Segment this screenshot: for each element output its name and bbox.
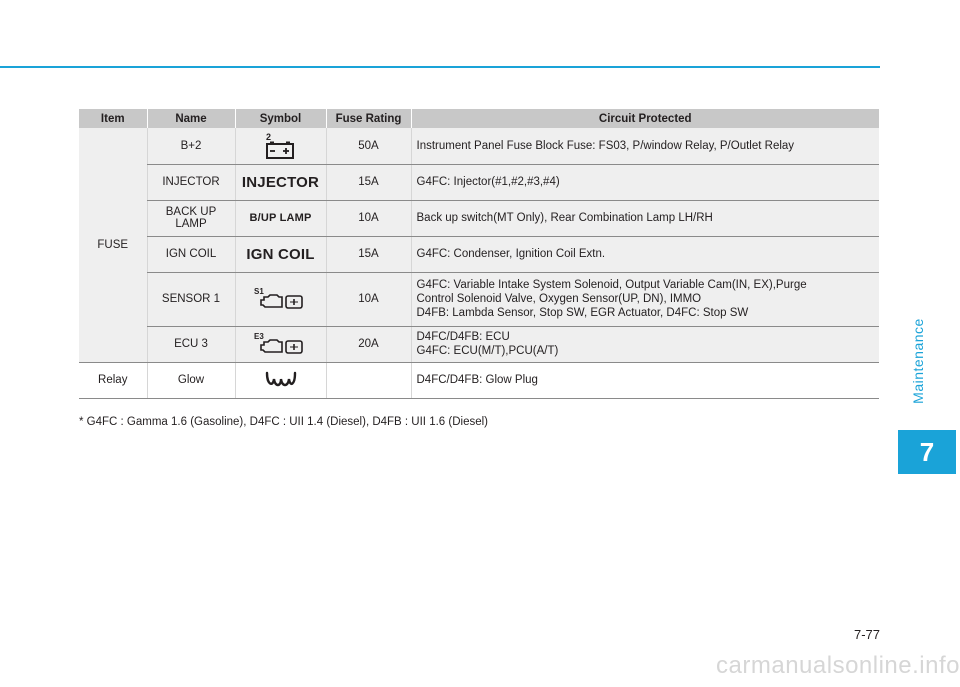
fuse-rating: 10A — [326, 200, 411, 236]
fuse-circuit: G4FC: Variable Intake System Solenoid, Output Variable Cam(IN, EX),Purge Control Solenoid Valve, Oxygen Sensor(UP, DN), IMMO D4FB: Lambda Sensor, Stop SW, EGR Actuator, D4FC: Stop SW — [411, 272, 879, 326]
fuse-name: SENSOR 1 — [147, 272, 235, 326]
fuse-circuit: Instrument Panel Fuse Block Fuse: FS03, P/window Relay, P/Outlet Relay — [411, 128, 879, 164]
table-row — [79, 236, 879, 272]
header-item: Item — [79, 109, 147, 128]
glow-plug-icon — [263, 369, 299, 391]
header-circuit-protected: Circuit Protected — [411, 109, 879, 128]
fuse-symbol — [235, 164, 326, 200]
fuse-name: IGN COIL — [147, 236, 235, 272]
fuse-circuit: G4FC: Condenser, Ignition Coil Extn. — [411, 236, 879, 272]
fuse-rating: 20A — [326, 326, 411, 362]
engine-sensor-icon — [253, 286, 309, 312]
footnote: * G4FC : Gamma 1.6 (Gasoline), D4FC : UII 1.4 (Diesel), D4FB : UII 1.6 (Diesel) — [79, 416, 488, 428]
watermark: carmanualsonline.info — [716, 652, 960, 679]
fuse-symbol — [235, 128, 326, 164]
fuse-rating: 10A — [326, 272, 411, 326]
header-fuse-rating: Fuse Rating — [326, 109, 411, 128]
fuse-rating: 15A — [326, 236, 411, 272]
fuse-symbol — [235, 200, 326, 236]
fuse-symbol — [235, 272, 326, 326]
header-name: Name — [147, 109, 235, 128]
battery-icon — [264, 131, 298, 161]
table-header-row — [79, 109, 879, 128]
table-row — [79, 200, 879, 236]
fuse-circuit: Back up switch(MT Only), Rear Combination Lamp LH/RH — [411, 200, 879, 236]
chapter-tab: 7 — [898, 430, 956, 474]
fuse-relay-table — [79, 109, 879, 399]
engine-ecu-icon — [253, 331, 309, 357]
fuse-name: BACK UP LAMP — [147, 200, 235, 236]
relay-circuit: D4FC/D4FB: Glow Plug — [411, 362, 879, 398]
relay-rating — [326, 362, 411, 398]
backup-lamp-symbol-text: B/UP LAMP — [249, 212, 312, 224]
relay-name: Glow — [147, 362, 235, 398]
ign-coil-symbol-text: IGN COIL — [246, 245, 315, 263]
section-label: Maintenance — [910, 318, 927, 404]
fuse-rating: 50A — [326, 128, 411, 164]
table-row — [79, 326, 879, 362]
injector-symbol-text: INJECTOR — [241, 173, 320, 191]
sensor-code: S1 — [253, 287, 264, 296]
battery-number: 2 — [265, 131, 271, 142]
header-symbol: Symbol — [235, 109, 326, 128]
table-row — [79, 272, 879, 326]
ecu-code: E3 — [253, 332, 264, 341]
fuse-circuit: G4FC: Injector(#1,#2,#3,#4) — [411, 164, 879, 200]
table-row — [79, 362, 879, 398]
table-row — [79, 164, 879, 200]
top-rule — [0, 66, 880, 68]
relay-symbol — [235, 362, 326, 398]
page-number: 7-77 — [853, 627, 880, 642]
fuse-name: INJECTOR — [147, 164, 235, 200]
fuse-rating: 15A — [326, 164, 411, 200]
fuse-symbol — [235, 236, 326, 272]
fuse-circuit: D4FC/D4FB: ECU G4FC: ECU(M/T),PCU(A/T) — [411, 326, 879, 362]
table-row — [79, 128, 879, 164]
fuse-name: B+2 — [147, 128, 235, 164]
fuse-symbol — [235, 326, 326, 362]
item-fuse: FUSE — [79, 128, 147, 362]
fuse-name: ECU 3 — [147, 326, 235, 362]
item-relay: Relay — [79, 362, 147, 398]
